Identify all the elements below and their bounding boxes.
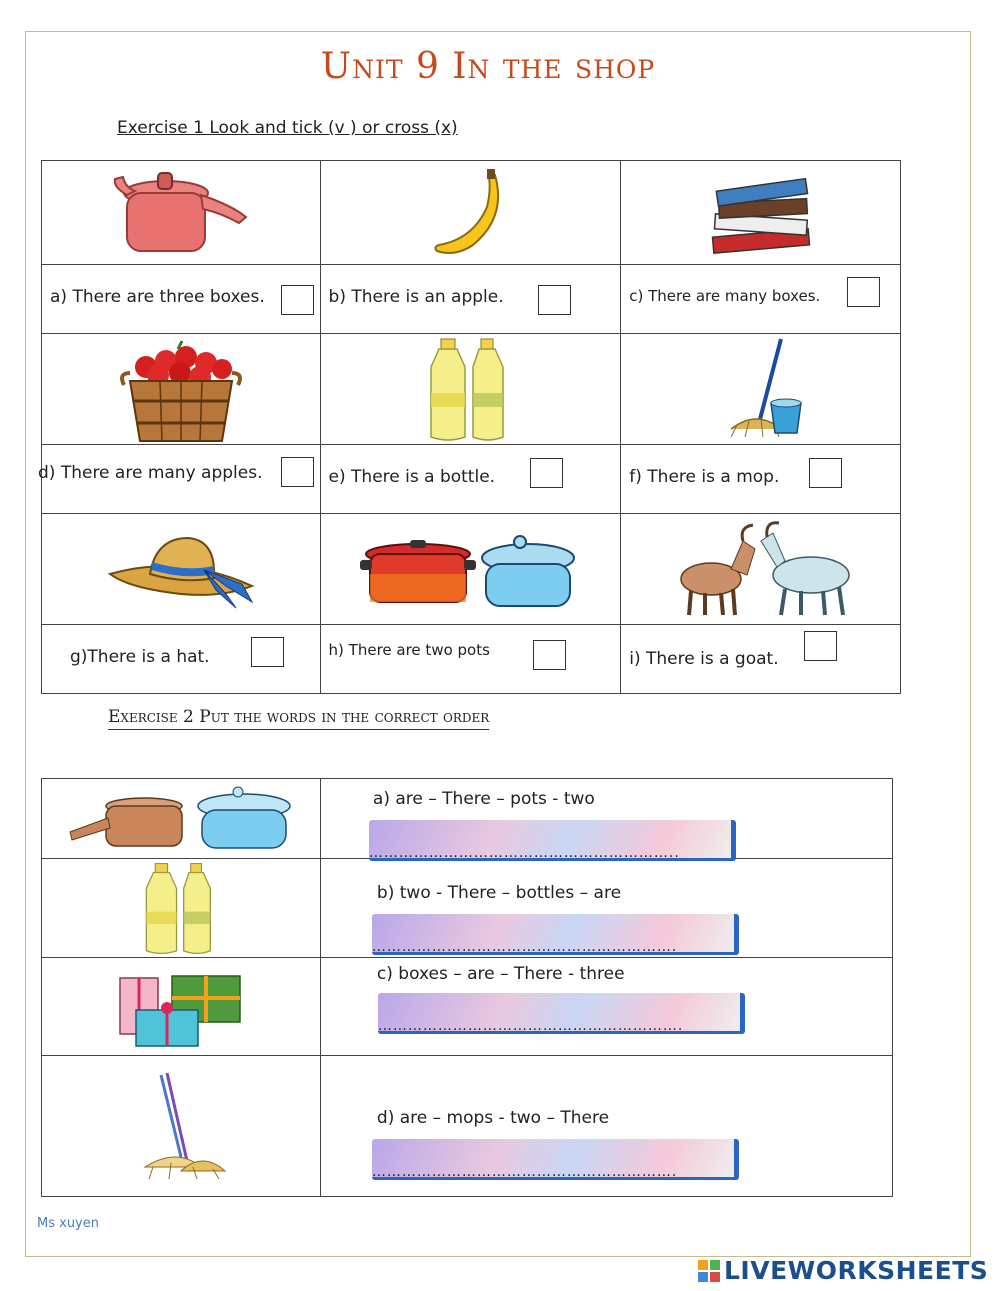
answer-dots: ……………………………………………………. — [371, 1164, 678, 1180]
books-icon — [701, 163, 821, 263]
tick-box[interactable] — [538, 285, 571, 315]
answer-dots: ……………………………………………………. — [371, 939, 678, 955]
item-prompt: d) are – mops - two – There — [376, 1108, 610, 1128]
mop-icon — [711, 337, 811, 442]
image-cell — [42, 1056, 321, 1197]
exercise1-item — [320, 625, 621, 694]
item-text: i) There is a goat. — [629, 649, 779, 669]
logo-blocks-icon — [698, 1260, 720, 1282]
exercise2-heading: Exercise 2 Put the words in the correct order — [108, 707, 489, 730]
exercise1-item — [320, 445, 621, 514]
bottles-icon — [141, 861, 221, 956]
exercise1-item — [621, 445, 901, 514]
tick-box[interactable] — [251, 637, 284, 667]
exercise1-table — [38, 160, 901, 694]
image-cell — [42, 514, 321, 625]
item-prompt: a) are – There – pots - two — [372, 789, 595, 809]
hat-icon — [106, 524, 256, 614]
image-cell — [320, 334, 621, 445]
exercise1-item — [42, 625, 321, 694]
pots-icon — [66, 784, 296, 854]
exercise2-table — [41, 778, 893, 1197]
image-cell — [621, 514, 901, 625]
answer-dots: …………………………………………………….. — [368, 845, 680, 861]
exercise1-item — [38, 445, 321, 514]
tick-box[interactable] — [281, 285, 314, 315]
item-text: g)There is a hat. — [70, 647, 210, 667]
image-cell — [621, 334, 901, 445]
exercise2-item — [320, 1056, 892, 1197]
item-text: d) There are many apples. — [38, 463, 263, 483]
answer-dots: ……………………………………………………. — [377, 1018, 684, 1034]
image-cell — [320, 161, 621, 265]
item-text: e) There is a bottle. — [328, 467, 496, 487]
tick-box[interactable] — [533, 640, 566, 670]
item-text: f) There is a mop. — [629, 467, 780, 487]
image-cell — [621, 161, 901, 265]
item-prompt: b) two - There – bottles – are — [376, 883, 622, 903]
page-title: Unit 9 In the shop — [320, 46, 656, 87]
exercise1-item — [621, 625, 901, 694]
answer-input[interactable] — [378, 993, 745, 1034]
item-text: c) There are many boxes. — [629, 287, 821, 305]
pots-icon — [360, 524, 580, 614]
image-cell — [42, 958, 321, 1056]
goats-icon — [661, 519, 861, 619]
bottles-icon — [425, 337, 515, 442]
item-prompt: c) boxes – are – There - three — [376, 964, 625, 984]
banana-icon — [425, 167, 515, 259]
image-cell — [42, 859, 321, 958]
item-text: a) There are three boxes. — [50, 287, 265, 307]
exercise1-heading: Exercise 1 Look and tick (v ) or cross (x) — [117, 118, 458, 138]
exercise1-item — [320, 265, 621, 334]
item-text: h) There are two pots — [328, 641, 490, 659]
author-credit: Ms xuyen — [37, 1216, 99, 1231]
mops-icon — [131, 1071, 231, 1181]
brand-name: LIVEWORKSHEETS — [724, 1256, 989, 1285]
answer-input[interactable] — [372, 914, 739, 955]
exercise2-item — [320, 958, 892, 1056]
tick-box[interactable] — [847, 277, 880, 307]
tick-box[interactable] — [530, 458, 563, 488]
gift-boxes-icon — [116, 964, 246, 1049]
tick-box[interactable] — [809, 458, 842, 488]
exercise1-item — [42, 265, 321, 334]
image-cell — [42, 334, 321, 445]
brand-logo[interactable] — [698, 1256, 988, 1285]
tick-box[interactable] — [281, 457, 314, 487]
apple-basket-icon — [116, 337, 246, 442]
image-cell — [42, 779, 321, 859]
exercise1-item — [621, 265, 901, 334]
item-text: b) There is an apple. — [328, 287, 504, 307]
image-cell — [42, 161, 321, 265]
exercise2-item — [320, 779, 892, 859]
answer-input[interactable] — [372, 1139, 739, 1180]
pressure-cooker-icon — [111, 165, 251, 260]
image-cell — [320, 514, 621, 625]
tick-box[interactable] — [804, 631, 837, 661]
answer-input[interactable] — [369, 820, 736, 861]
exercise2-item — [320, 859, 892, 958]
